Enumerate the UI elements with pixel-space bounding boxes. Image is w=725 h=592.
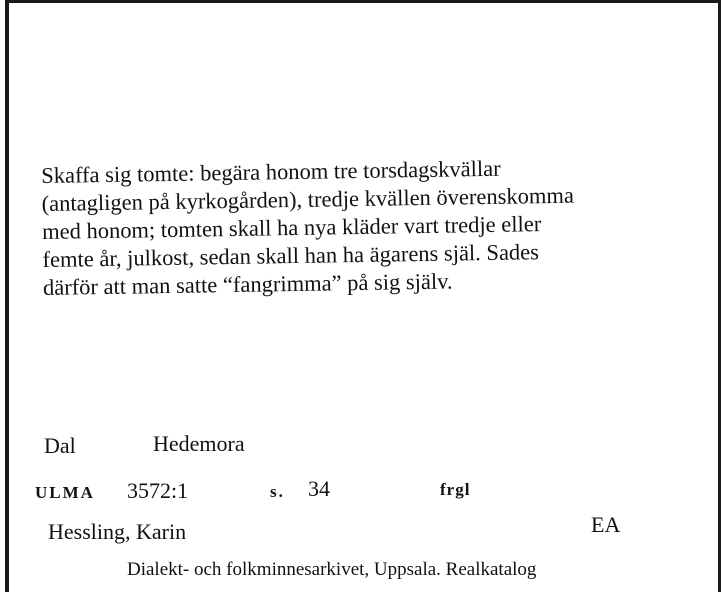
- body-line: därför att man satte “fangrimma” på sig själv.: [42, 268, 453, 300]
- parish-name: Hedemora: [153, 431, 245, 456]
- body-line: femte år, julkost, sedan skall han ha ägarens själ. Sades: [42, 239, 540, 272]
- archive-number: 3572:1: [127, 478, 189, 503]
- archive-footer: Dialekt- och folkminnesarkivet, Uppsala. Realkatalog: [127, 559, 537, 580]
- initials: EA: [591, 512, 621, 537]
- genre-code: frgl: [440, 480, 471, 499]
- page-number: 34: [308, 476, 330, 501]
- card-left-border: [5, 0, 9, 592]
- body-line: (antagligen på kyrkogården), tredje kvällen överenskomma: [41, 182, 575, 216]
- archive-label: ULMA: [35, 483, 95, 502]
- body-line: Skaffa sig tomte: begära honom tre torsdagskvällar: [41, 155, 501, 188]
- card-top-border: [5, 0, 720, 3]
- card-body-text: [41, 151, 719, 302]
- body-line: med honom; tomten skall ha nya kläder vart tredje eller: [41, 211, 542, 244]
- page-label: s.: [270, 482, 285, 501]
- region-name: Dal: [44, 433, 76, 458]
- card-right-border: [718, 0, 721, 592]
- recorder-name: Hessling, Karin: [48, 519, 187, 544]
